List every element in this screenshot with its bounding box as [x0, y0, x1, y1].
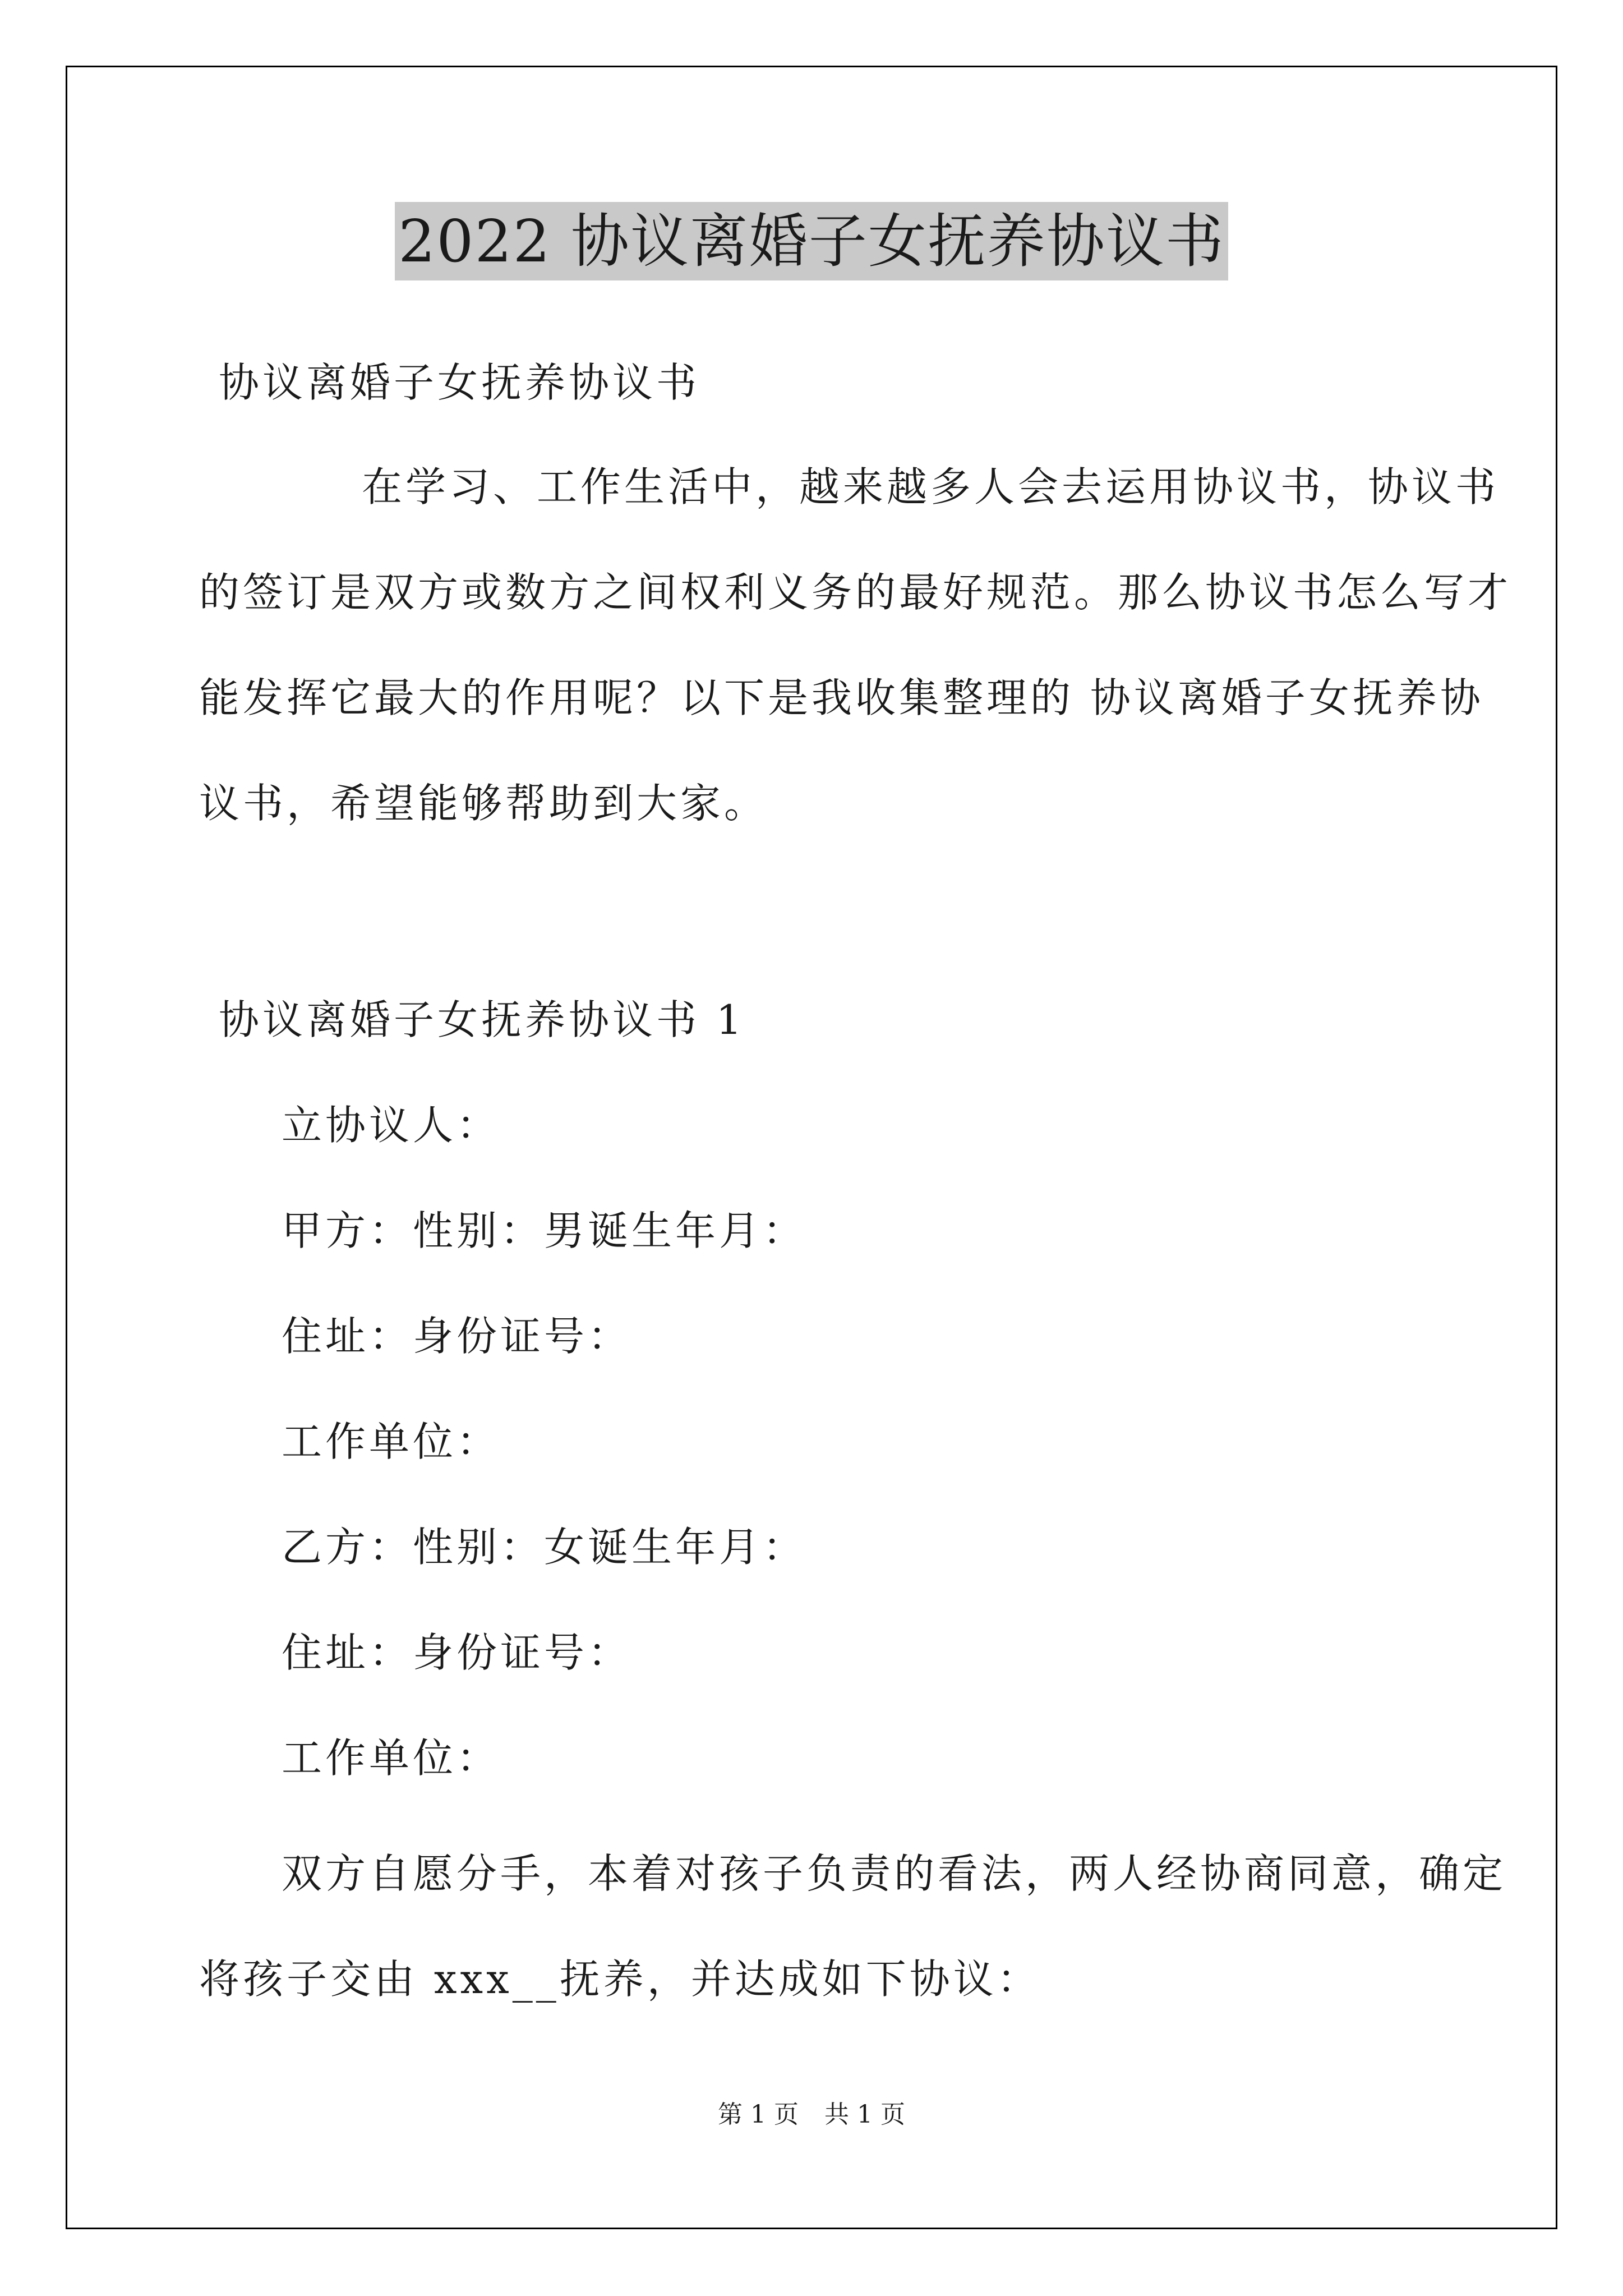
field-party-b: 乙方：性别：女诞生年月： [282, 1524, 807, 1571]
field-parties: 立协议人： [282, 1102, 501, 1149]
page-total: 共 1 页 [824, 2100, 905, 2129]
intro-line-1: 在学习、工作生活中，越来越多人会去运用协议书，协议书 [362, 463, 1500, 510]
field-party-b-address: 住址：身份证号： [282, 1629, 632, 1676]
page-footer [0, 2098, 1623, 2132]
document-title: 2022 协议离婚子女抚养协议书 [395, 202, 1228, 280]
title-container [0, 202, 1623, 280]
closing-line-1: 双方自愿分手，本着对孩子负责的看法，两人经协商同意，确定 [282, 1850, 1507, 1897]
section-heading: 协议离婚子女抚养协议书 1 [219, 996, 745, 1043]
intro-line-3: 能发挥它最大的作用呢？以下是我收集整理的 协议离婚子女抚养协 [199, 674, 1484, 721]
intro-line-2: 的签订是双方或数方之间权利义务的最好规范。那么协议书怎么写才 [199, 569, 1512, 616]
field-party-a-employer: 工作单位： [282, 1418, 501, 1465]
page-number: 第 1 页 [718, 2100, 799, 2129]
field-party-a: 甲方：性别：男诞生年月： [282, 1207, 807, 1254]
intro-line-4: 议书，希望能够帮助到大家。 [199, 780, 768, 827]
field-party-b-employer: 工作单位： [282, 1734, 501, 1782]
closing-line-2: 将孩子交由 xxx__抚养，并达成如下协议： [199, 1955, 1041, 2003]
document-subtitle: 协议离婚子女抚养协议书 [219, 359, 700, 406]
field-party-a-address: 住址：身份证号： [282, 1313, 632, 1360]
